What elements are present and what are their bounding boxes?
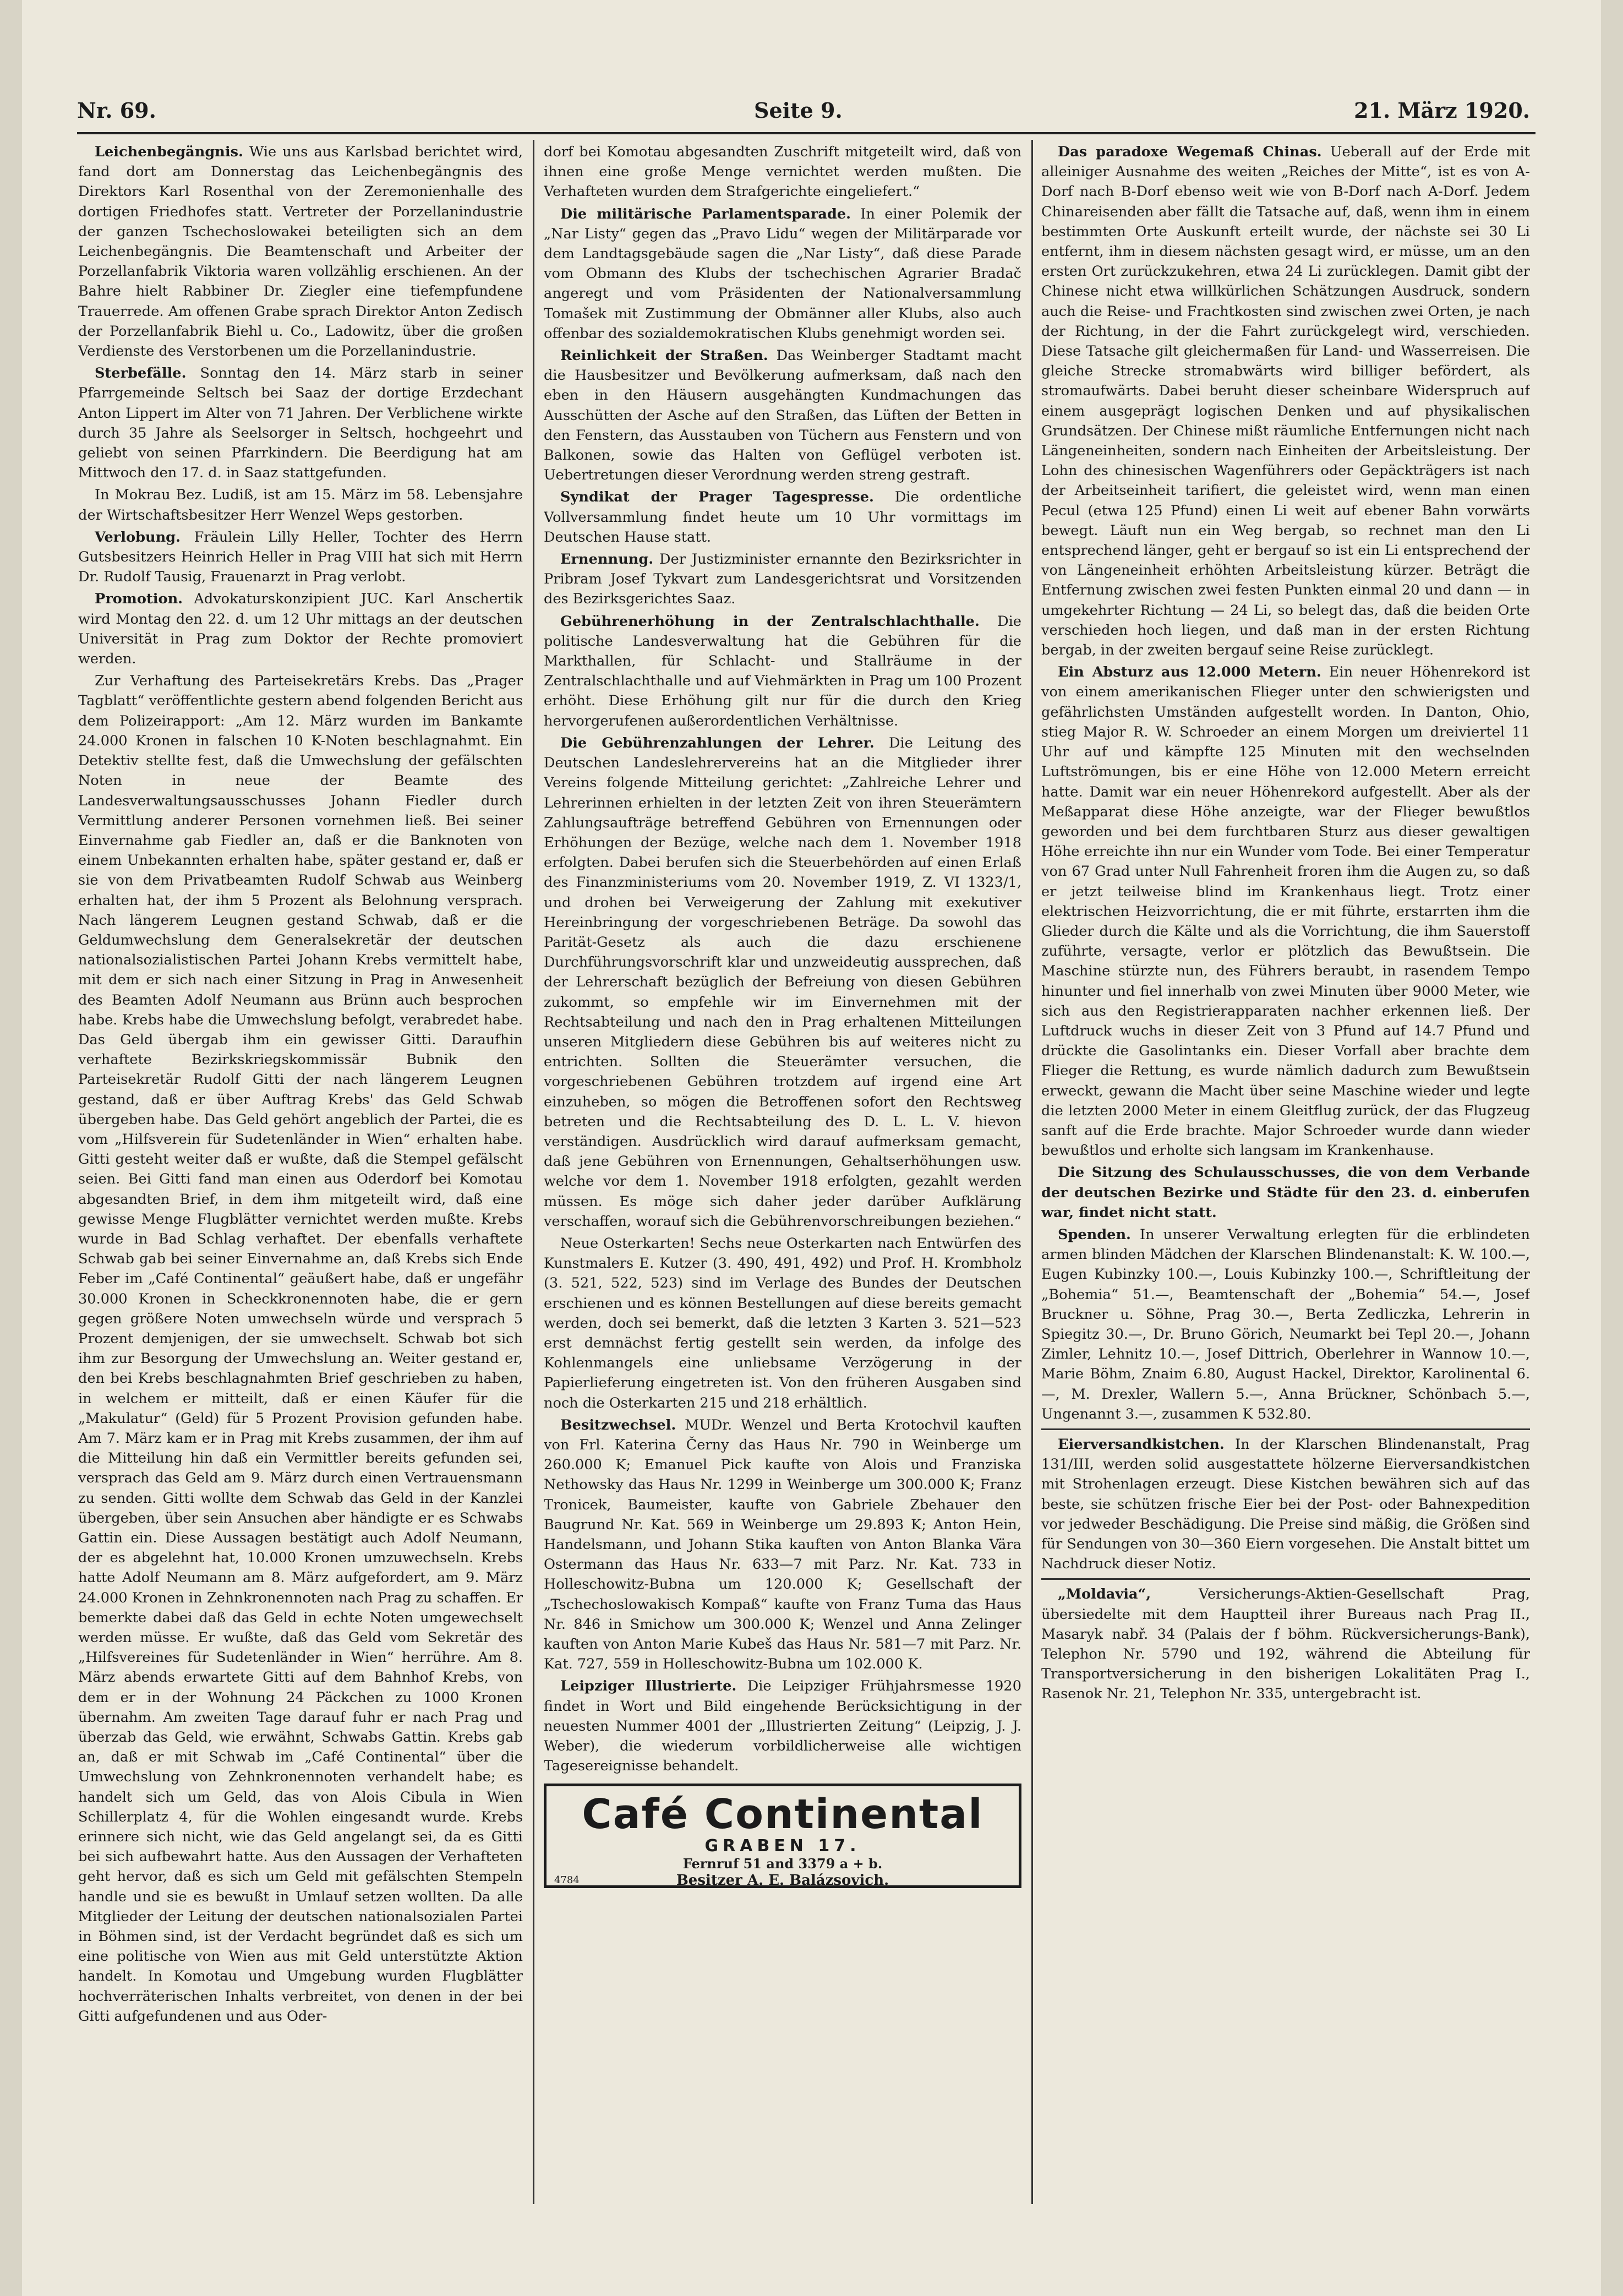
news-item [1041,1435,1530,1574]
news-item [544,549,1021,609]
news-item-text: In Mokrau Bez. Ludiß, ist am 15. März im 58. Lebensjahre der Wirtschaftsbesitzer Herr Wenzel Weps gestorben. [78,487,523,523]
news-item-heading: Gebührenerhöhung in der Zentralschlachthalle. [560,613,980,630]
column-2-articles [544,142,1021,1776]
news-item [78,527,523,587]
news-item-text: Neue Osterkarten! Sechs neue Osterkarten nach Entwürfen des Kunstmalers E. Kutzer (3. 490, 491, 492) und Prof. H. Krombholz (3. 521, 522, 523) sind im Verlage des Bundes der Deutschen erschienen und es können Bestellungen auf diese bereits gemacht werden, doch sei bemerkt, daß die letzten 3 Karten 3. 521—523 erst demnächst fertig gestellt sein werden, da infolge des Kohlenmangels eine unliebsame Verzögerung in der Papierlieferung eingetreten ist. Von den früheren Ausgaben sind noch die Osterkarten 215 und 218 erhältlich. [544,1235,1021,1411]
page-header [77,98,1530,126]
ad-owner: Besitzer A. E. Balázsovich. [676,1872,889,1889]
news-item-heading: Besitzwechsel. [560,1416,676,1433]
news-item [1041,142,1530,660]
issue-number: Nr. 69. [77,98,156,123]
news-item [544,733,1021,1231]
news-item-heading: Eierversandkistchen. [1058,1436,1225,1453]
news-item [1041,1584,1530,1704]
scan-edge-left [0,0,22,2296]
ad-address: GRABEN 17. [704,1836,861,1856]
news-item [1041,1163,1530,1223]
news-item-heading: Leipziger Illustrierte. [560,1678,737,1695]
news-item-heading: Ernennung. [560,551,654,568]
news-item-text: Fräulein Lilly Heller, Tochter des Herrn Gutsbesitzers Heinrich Heller in Prag VIII hat sich mit Herrn Dr. Rudolf Tausig, Frauenarzt in Prag verlobt. [78,528,523,586]
news-item-text: dorf bei Komotau abgesandten Zuschrift mitgeteilt wird, daß von ihnen eine große Menge vernichtet werden mußten. Die Verhafteten wurden dem Strafgerichte eingeliefert.“ [544,144,1021,200]
column-rule-1 [533,140,534,2204]
news-item-text: Sonntag den 14. März starb in seiner Pfarrgemeinde Seltsch bei Saaz der dortige Erzdechant Anton Lippert im Alter von 71 Jahren. Der Verblichene wirkte durch 35 Jahre als Seelsorger in Seltsch, hochgeehrt und geliebt von seinen Pfarrkindern. Die Beerdigung hat am Mittwoch den 17. d. in Saaz stattgefunden. [78,365,523,482]
news-item-heading: Leichenbegängnis. [95,144,243,160]
news-item [78,485,523,525]
column-2 [544,142,1021,2201]
news-item-heading: Syndikat der Prager Tagespresse. [560,489,874,506]
news-item-heading: Spenden. [1058,1226,1131,1243]
news-item-text: Zur Verhaftung des Parteisekretärs Krebs. Das „Prager Tagblatt“ veröffentlichte gestern abend folgenden Bericht aus dem Polizeirapport: „Am 12. März wurden im Bankamte 24.000 Kronen in falschen 10 K-Noten beschlagnahmt. Ein Detektiv stellte fest, daß die Umwechslung der gefälschten Noten in neue der Beamte des Landesverwaltungsausschusses Johann Fiedler durch Vermittlung anderer Personen vornehmen ließ. Bei seiner Einvernahme gab Fiedler an, daß er die Banknoten von einem Unbekannten erhalten habe, später gestand er, daß er sie von dem Privatbeamten Rudolf Schwab aus Weinberg erhalten hat, der ihm 5 Prozent als Belohnung versprach. Nach längerem Leugnen gestand Schwab, daß er die Geldumwechslung dem Generalsekretär der deutschen nationalsozialistischen Partei Johann Krebs vermittelt habe, mit dem er sich nach einer Sitzung in Prag in Anwesenheit des Beamten Adolf Neumann aus Brünn auch besprochen habe. Krebs habe die Umwechslung befolgt, verabredet habe. Das Geld übergab ihm ein gewisser Gitti. Daraufhin verhaftete Bezirkskriegskommissär Bubnik den Parteisekretär Rudolf Gitti der nach längerem Leugnen gestand, daß er über Auftrag Krebs' das Geld Schwab übergeben habe. Das Geld gehört angeblich der Partei, die es vom „Hilfsverein für Sudetenländer in Wien“ erhalten habe. Gitti gesteht weiter daß er wußte, daß die Stempel gefälscht seien. Bei Gitti fand man einen aus Oderdorf bei Komotau abgesandten Brief, in dem ihm mitgeteilt wird, daß eine gewisse Menge Flugblätter vernichtet werden mußte. Krebs wurde in Bad Schlag verhaftet. Der ebenfalls verhaftete Schwab gab bei seiner Einvernahme an, daß Krebs sich Ende Feber im „Café Continental“ geäußert habe, daß er ungefähr 30.000 Kronen in Scheckkronennoten habe, die er gern gegen größere Noten umwechseln würde und versprach 5 Prozent demjenigen, der sie umwechselt. Schwab bot sich ihm zur Besorgung der Umwechslung an. Weiter gestand er, den bei Krebs beschlagnahmten Brief geschrieben zu haben, in welchem er mitteilt, daß er einen Käufer für die „Makulatur“ (Geld) für 5 Prozent Provision gefunden habe. Am 7. März kam er in Prag mit Krebs zusammen, der ihm auf die Mitteilung hin daß ein Vermittler bereits gefunden sei, versprach das Geld am 9. März durch einen Vertrauensmann zu senden. Gitti wollte dem Schwab das Geld in der Kanzlei übergeben, über sein Ansuchen aber händigte er es Schwabs Gattin ein. Diese Aussagen bestätigt auch Adolf Neumann, der es abgelehnt hat, 10.000 Kronen umzuwechseln. Krebs hatte Adolf Neumann am 8. März aufgefordert, am 9. März 24.000 Kronen in Zehnkronennoten nach Prag zu schaffen. Er bemerkte dabei daß das Geld in echte Noten umgewechselt werden müsse. Er wußte, daß das Geld vom Sekretär des „Hilfsvereines für Sudetenländer in Wien“ herrühre. Am 8. März abends erwartete Gitti auf dem Bahnhof Krebs, von dem er in der Wohnung 24 Päckchen zu 1000 Kronen übernahm. Am zweiten Tage darauf fuhr er nach Prag und überzab das Geld, wie erwähnt, Schwabs Gattin. Krebs gab an, daß er mit Schwab im „Café Continental“ über die Umwechslung von Zehnkronennoten verhandelt habe; es handelt sich um Geld, das von Alois Cibula in Wien Schillerplatz 4, für die Wohlen eingesandt wurde. Krebs erinnere sich nicht, wie das Geld angelangt sei, da es Gitti bei sich aufbewahrt hatte. Aus den Aussagen der Verhafteten geht hervor, daß es sich um Geld mit gefälschten Stempeln handle und sie es bewußt in Umlauf setzen wollten. Da alle Mitglieder der Leitung der deutschen nationalsozialen Partei in Böhmen sind, ist der Verdacht begründet daß es sich um eine politische von Wien aus mit Geld unterstützte Aktion handelt. In Komotau und Umgebung wurden Flugblätter hochverräterischen Inhalts verbreitet, von denen in der bei Gitti aufgefundenen und aus Oder- [78,673,523,2025]
news-item [78,363,523,483]
ad-phone: Fernruf 51 and 3379 a + b. [682,1856,883,1872]
news-item-text: Wie uns aus Karlsbad berichtet wird, fand dort am Donnerstag das Leichenbegängnis des Direktors Karl Rosenthal von der Zeremonienhalle des dortigen Friedhofes statt. Vertreter der Porzellanindustrie der ganzen Tschechoslowakei beteiligten sich an dem Leichenbegängnis. Die Beamtenschaft und Arbeiter der Porzellanfabrik Viktoria waren vollzählig erschienen. An der Bahre hielt Rabbiner Dr. Ziegler eine tiefempfundene Trauerrede. Am offenen Grabe sprach Direktor Anton Zedisch der Porzellanfabrik Biehl u. Co., Ladowitz, über die großen Verdienste des Verstorbenen um die Porzellanindustrie. [78,144,523,360]
news-item [544,612,1021,731]
news-item [1041,662,1530,1160]
news-item-text: Die ordentliche Vollversammlung findet heute um 10 Uhr vormittags im Deutschen Hause statt. [544,489,1021,546]
news-item [1041,1225,1530,1424]
column-rule-2 [1031,140,1033,2204]
news-item-text: Das Weinberger Stadtamt macht die Hausbesitzer und Bevölkerung aufmerksam, daß nach den eben in den Häusern ausgehängten Kundmachungen das Ausschütten der Asche auf den Straßen, das Lüften der Betten in den Fenstern, das Ausstauben von Tüchern aus Fenstern und von Balkonen, sowie das Halten von Geflügel verboten ist. Uebertretungen dieser Verordnung werden streng gestraft. [544,347,1021,484]
page-number: Seite 9. [754,98,843,123]
news-item-heading: Promotion. [95,591,183,608]
news-item [544,487,1021,547]
article-separator [1041,1428,1530,1430]
news-item [78,142,523,361]
news-item [544,1234,1021,1413]
news-item [544,1415,1021,1675]
news-item-text: Die politische Landesverwaltung hat die Gebühren für die Markthallen, für Schlacht- und Stallräume in der Zentralschlachthalle und auf Viehmärkten in Prag um 100 Prozent erhöht. Diese Erhöhung gilt nur für die durch den Krieg hervorgerufenen außerordentlichen Verhältnisse. [544,613,1021,729]
advertisement-cafe-continental [544,1784,1021,1888]
news-item [544,346,1021,485]
news-item [544,142,1021,202]
news-item-text: In der Klarschen Blindenanstalt, Prag 131/III, werden solid ausgestattete hölzerne Eierversandkistchen mit Strohenlagen erzeugt. Diese Kistchen bewähren sich auf das beste, sie schützen frische Eier bei der Post- oder Bahnexpedition vor jedweder Beschädigung. Die Preise sind mäßig, die Größen sind für Sendungen von 30—360 Eiern vorgesehen. Die Anstalt bittet um Nachdruck dieser Notiz. [1041,1436,1530,1573]
ad-footer [554,1872,1011,1890]
news-item-heading: Das paradoxe Wegemaß Chinas. [1058,144,1322,160]
issue-date: 21. März 1920. [1354,98,1530,123]
news-item-text: MUDr. Wenzel und Berta Krotochvil kauften von Frl. Katerina Černy das Haus Nr. 790 in Weinberge um 260.000 K; Emanuel Pick kaufte von Alois und Franziska Nethowsky das Haus Nr. 1299 in Weinberge um 300.000 K; Franz Tronicek, Baumeister, kaufte von Gabriele Zbehauer den Baugrund Nr. Kat. 569 in Weinberge um 29.893 K; Anton Hein, Handelsmann, und Johann Stika kauften von Anton Blanka Vära Ostermann das Haus Nr. 633—7 mit Parz. Nr. Kat. 733 in Holleschowitz-Bubna um 120.000 K; Gesellschaft der „Tschechoslowakisch Kompaß“ kaufte von Franz Tuma das Haus Nr. 846 in Smichow um 300.000 K; Wenzel und Anna Zelinger kauften von Anton Marie Kubeš das Haus Nr. 581—7 mit Parz. Nr. Kat. 727, 559 in Holleschowitz-Bubna um 102.000 K. [544,1416,1021,1673]
news-item-text: In unserer Verwaltung erlegten für die erblindeten armen blinden Mädchen der Klarschen Blindenanstalt: K. W. 100.—, Eugen Kubinzky 100.—, Louis Kubinzky 100.—, Schriftleitung der „Bohemia“ 51.—, Beamtenschaft der „Bohemia“ 54.—, Josef Bruckner u. Söhne, Prag 30.—, Berta Zedliczka, Lehrerin in Spiegitz 30.—, Dr. Bruno Görich, Neumarkt bei Tepl 20.—, Johann Zimler, Lehnitz 10.—, Josef Dittrich, Oberlehrer in Wannow 10.—, Marie Böhm, Znaim 6.80, August Hackel, Direktor, Karolinental 6.—, M. Drexler, Wallern 5.—, Anna Brückner, Schönbach 5.—, Ungenannt 3.—, zusammen K 532.80. [1041,1226,1530,1422]
news-item [78,671,523,2026]
article-separator [1041,1578,1530,1580]
news-item [544,1676,1021,1776]
news-item-heading: Die Gebührenzahlungen der Lehrer. [560,734,875,751]
news-item [78,589,523,669]
news-item [544,204,1021,343]
ad-title: Café Continental [582,1791,983,1839]
news-item-text: Advokaturskonzipient JUC. Karl Anschertik wird Montag den 22. d. um 12 Uhr mittags an der deutschen Universität in Prag zum Doktor der Rechte promoviert werden. [78,591,523,668]
news-item-heading: Die Sitzung des Schulausschusses, die von dem Verbande der deutschen Bezirke und Städte für den 23. d. einberufen war, findet nicht statt. [1041,1164,1530,1221]
news-item-text: Die Leipziger Frühjahrsmesse 1920 findet in Wort und Bild eingehende Berücksichtigung in der neuesten Nummer 4001 der „Illustrierten Zeitung“ (Leipzig, J. J. Weber), die wiederum vorbildlicherweise alle wichtigen Tagesereignisse behandelt. [544,1678,1021,1775]
news-item-heading: Sterbefälle. [95,365,187,382]
column-1 [78,142,523,2201]
header-rule [77,132,1535,134]
news-item-text: In einer Polemik der „Nar Listy“ gegen das „Pravo Lidu“ wegen der Militärparade vor dem Landtagsgebäude sagen die „Nar Listy“, daß diese Parade vom Obmann des Klubs der tschechischen Agrarier Bradač angeregt und vom Präsidenten der Nationalversammlung Tomašek mit Zustimmung der Obmänner aller Klubs, also auch offenbar des sozialdemokratischen Klubs genehmigt worden sei. [544,205,1021,342]
news-item-heading: „Moldavia“, [1058,1586,1151,1603]
news-item-heading: Ein Absturz aus 12.000 Metern. [1058,664,1321,681]
ad-code: 4784 [554,1874,580,1886]
news-item-text: Versicherungs-Aktien-Gesellschaft Prag, übersiedelte mit dem Hauptteil ihrer Bureaus nach Prag II., Masaryk nabř. 34 (Palais der f böhm. Rückversicherungs-Bank), Telephon Nr. 5790 und 192, während die Abteilung für Transportversicherung in den bisherigen Lokalitäten Prag I., Rasenok Nr. 21, Telephon Nr. 335, untergebracht ist. [1041,1586,1530,1703]
news-item-text: Der Justizminister ernannte den Bezirksrichter in Pribram Josef Tykvart zum Landesgerichtsrat und Vorsitzenden des Bezirksgerichtes Saaz. [544,551,1021,608]
news-item-text: Ein neuer Höhenrekord ist von einem amerikanischen Flieger unter den schwierigsten und gefährlichsten Umständen aufgestellt worden. In Danton, Ohio, stieg Major R. W. Schroeder an einem Morgen um dreiviertel 11 Uhr auf und kämpfte 125 Minuten mit den wechselnden Luftströmungen, bis er eine Höhe von 12.000 Metern erreicht hatte. Damit war ein neuer Höhenrekord aufgestellt. Aber als der Meßapparat diese Höhe anzeigte, war der Flieger bewußtlos geworden und bei dem furchtbaren Sturz aus dieser gewaltigen Höhe erreichte ihn nur ein Wunder vom Tode. Bei einer Temperatur von 67 Grad unter Null Fahrenheit froren ihm die Augen zu, so daß er jetzt teilweise blind im Krankenhaus liegt. Trotz einer elektrischen Heizvorrichtung, die er mit führte, erstarrten ihm die Glieder durch die Kälte und als die Vorrichtung, die ihm Sauerstoff zuführte, versagte, verlor er plötzlich das Bewußtsein. Die Maschine stürzte nun, des Führers beraubt, in rasendem Tempo hinunter und fiel innerhalb von zwei Minuten über 9000 Meter, wie sich aus den Registrierapparaten nachher erkennen ließ. Der Luftdruck wuchs in dieser Zeit von 3 Pfund auf 14.7 Pfund und drückte die Gasolintanks ein. Dieser Vorfall aber brachte dem Flieger die Rettung, es wurde nämlich dadurch zum Bewußtsein erweckt, gewann die Macht über seine Maschine wieder und legte die letzten 2000 Meter in einem Gleitflug zurück, der das Flugzeug sanft auf die Erde brachte. Major Schroeder wurde dann wieder bewußtlos und erholte sich langsam im Krankenhause. [1041,664,1530,1159]
column-3 [1041,142,1530,2201]
news-item-text: Ueberall auf der Erde mit alleiniger Ausnahme des weiten „Reiches der Mitte“, ist es von A-Dorf nach B-Dorf ebenso weit wie von B-Dorf nach A-Dorf. Jedem Chinareisenden aber fällt die Tatsache auf, daß, wenn ihm in einem bestimmten Orte Auskunft erteilt wurde, der nächste sei 30 Li entfernt, ihm in diesem nächsten gesagt wird, er müsse, um an den ersten Ort zurückzukehren, etwa 24 Li zurücklegen. Damit gibt der Chinese nicht etwa willkürlichen Schätzungen Ausdruck, sondern auch die Reise- und Frachtkosten sind zwischen zwei Orten, je nach der Richtung, in der die Fahrt zurückgelegt wird, verschieden. Diese Tatsache gilt gleichermaßen für Land- und Wasserreisen. Die gleiche Strecke stromabwärts wird billiger befördert, als stromaufwärts. Dabei beruht dieser scheinbare Widerspruch auf einem ausgeprägt logischen Denken und auf physikalischen Grundsätzen. Der Chinese mißt räumliche Entfernungen nicht nach Längeneinheiten, sondern nach Einheiten der Arbeitsleistung. Der Lohn des chinesischen Wagenführers oder Gepäckträgers ist nach der Arbeitseinheit tarifiert, die geleistet wird, wenn man einen Pecul (etwa 125 Pfund) einen Li weit auf ebener Bahn vorwärts bewegt. Läuft nun ein Weg bergab, so rechnet man den Li entsprechend länger, geht er bergauf so ist ein Li entsprechend der von Längeneinheit erhöhten Arbeitsleistung kürzer. Beträgt die Entfernung zwischen zwei festen Punkten einmal 20 und dann — in umgekehrter Richtung — 24 Li, so belegt das, daß die beiden Orte verschieden hoch liegen, und daß man in der ersten Richtung bergab, in der zweiten bergauf seine Reise zurücklegt. [1041,144,1530,659]
news-item-heading: Reinlichkeit der Straßen. [560,347,768,364]
news-item-heading: Die militärische Parlamentsparade. [560,205,851,222]
news-item-text: Die Leitung des Deutschen Landeslehrervereins hat an die Mitglieder ihrer Vereins folgende Mitteilung gerichtet: „Zahlreiche Lehrer und Lehrerinnen erhielten in der letzten Zeit von ihren Steuerämtern Zahlungsaufträge betreffend Gebühren von Ernennungen oder Erhöhungen der Bezüge, welche nach dem 1. November 1918 erfolgten. Dabei berufen sich die Steuerbehörden auf einen Erlaß des Finanzministeriums vom 20. November 1919, Z. VI 1323/1, und drohen bei Verweigerung der Zahlung mit exekutiver Hereinbringung der vorgeschriebenen Beträge. Da sowohl das Parität-Gesetz als auch die dazu erschienene Durchführungsvorschrift klar und unzweideutig aussprechen, daß der Lehrerschaft bezüglich der Befreiung von diesen Gebühren zukommt, so empfehle wir im Einvernehmen mit der Rechtsabteilung und nach den in Prag erhaltenen Mitteilungen unseren Mitgliedern diese Gebühren bis auf weiteres nicht zu entrichten. Sollten die Steuerämter versuchen, die vorgeschriebenen Gebühren trotzdem auf irgend eine Art einzuheben, so mögen die Betroffenen sofort den Rechtsweg betreten und die Rechtsabteilung des D. L. L. V. hievon verständigen. Ausdrücklich wird darauf aufmerksam gemacht, daß jene Gebühren von Ernennungen, Gehaltserhöhungen usw. welche vor dem 1. November 1918 erfolgten, gezahlt werden müssen. Es möge sich daher jeder darüber Aufklärung verschaffen, worauf sich die Gebührenvorschreibungen beziehen.“ [544,734,1021,1230]
news-item-heading: Verlobung. [95,528,181,546]
scan-edge-right [1601,0,1623,2296]
